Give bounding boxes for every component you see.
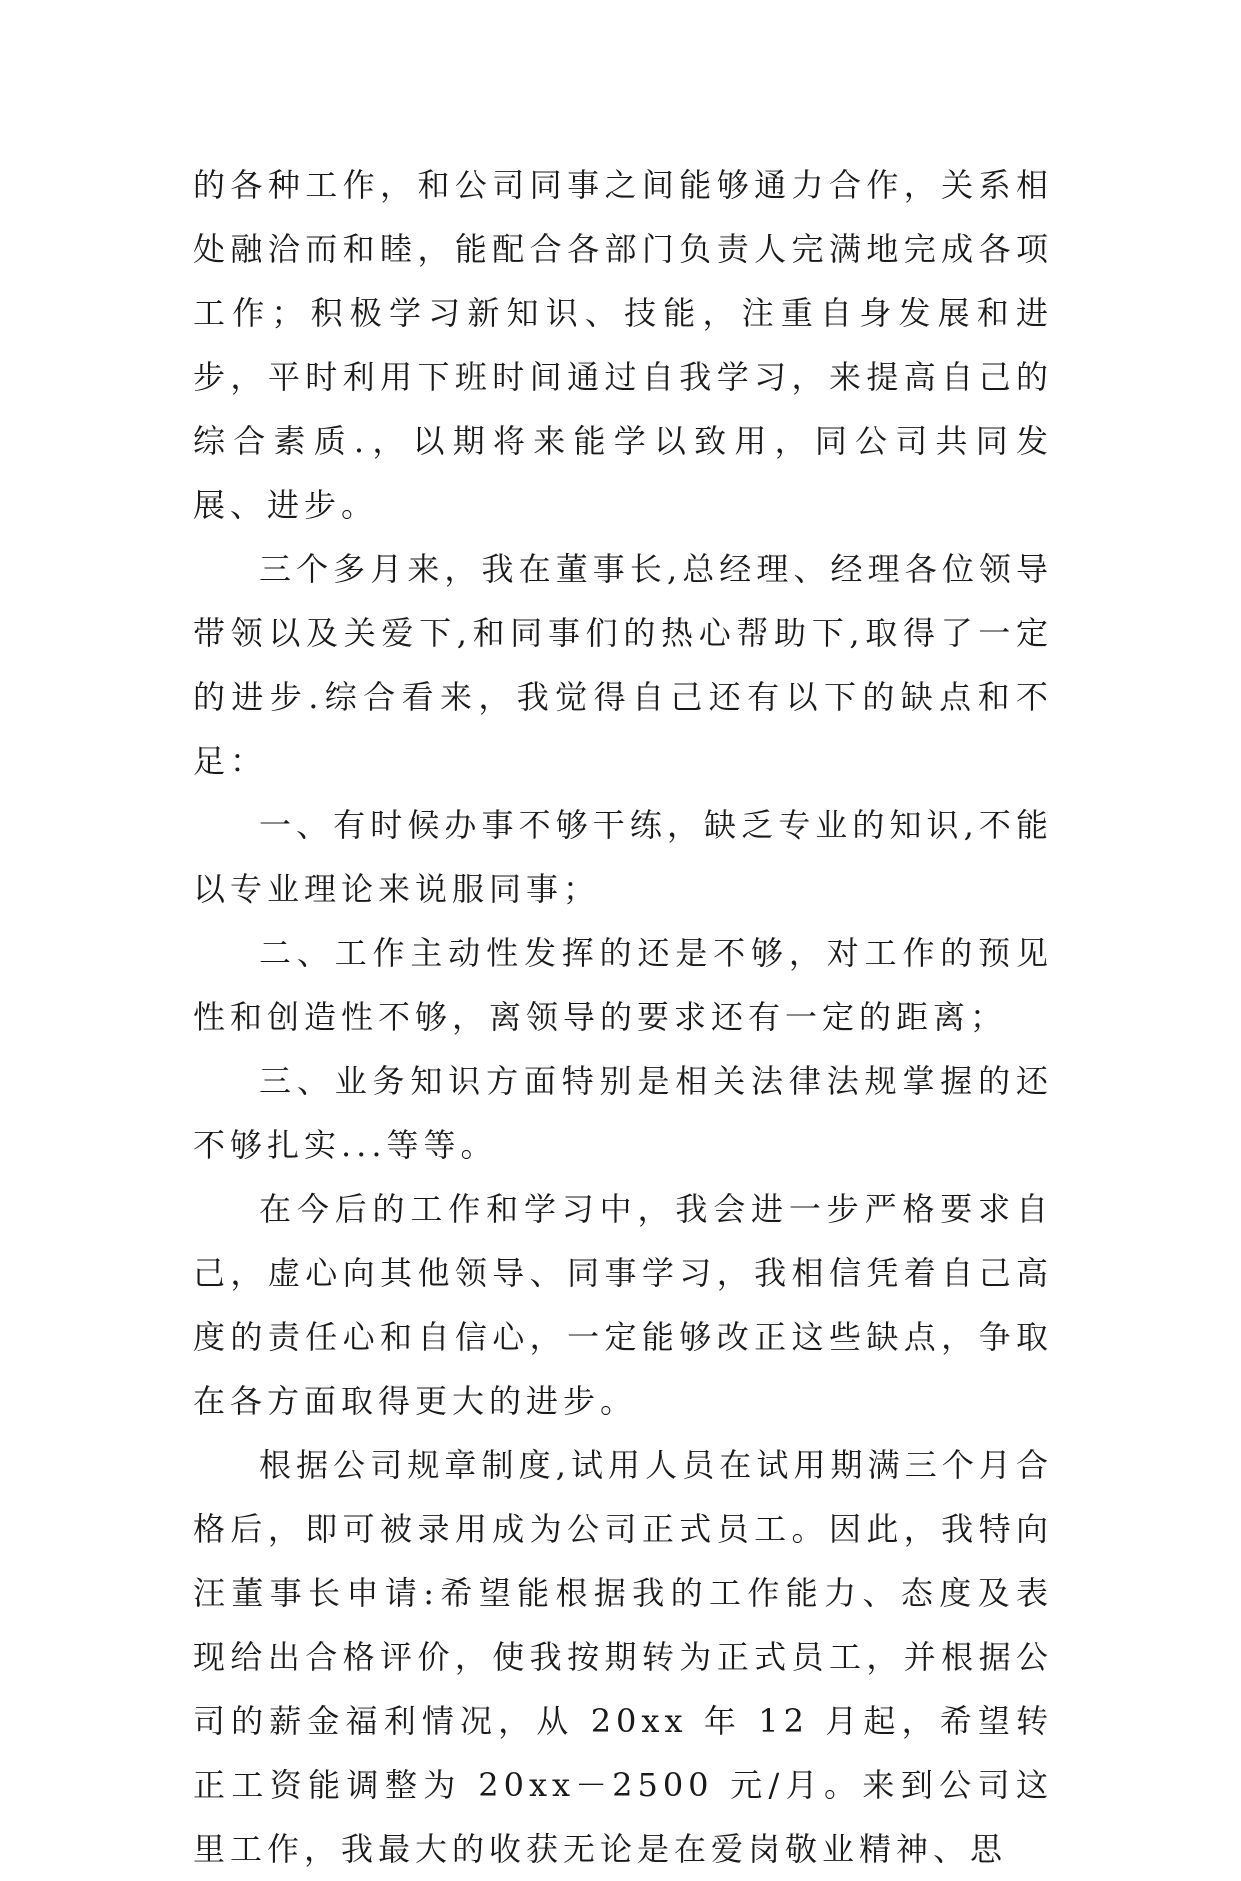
paragraph-6: 在今后的工作和学习中，我会进一步严格要求自己，虚心向其他领导、同事学习，我相信凭着自己高度的责任心和自信心，一定能够改正这些缺点，争取在各方面取得更大的进步。 [193, 1190, 1053, 1420]
document-body [193, 153, 1053, 1881]
paragraph-3: 一、有时候办事不够干练，缺乏专业的知识,不能以专业理论来说服同事； [193, 806, 1053, 908]
paragraph-1: 的各种工作，和公司同事之间能够通力合作，关系相处融洽而和睦，能配合各部门负责人完满地完成各项工作；积极学习新知识、技能，注重自身发展和进步，平时利用下班时间通过自我学习，来提高自己的综合素质.，以期将来能学以致用，同公司共同发展、进步。 [193, 166, 1053, 524]
paragraph-4: 二、工作主动性发挥的还是不够，对工作的预见性和创造性不够，离领导的要求还有一定的距离； [193, 934, 1053, 1036]
paragraph-5: 三、业务知识方面特别是相关法律法规掌握的还不够扎实...等等。 [193, 1062, 1053, 1164]
paragraph-7: 根据公司规章制度,试用人员在试用期满三个月合格后，即可被录用成为公司正式员工。因此，我特向汪董事长申请:希望能根据我的工作能力、态度及表现给出合格评价，使我按期转为正式员工，并根据公司的薪金福利情况，从 20xx 年 12 月起，希望转正工资能调整为 20xx－2500 元/月。来到公司这里工作，我最大的收获无论是在爱岗敬业精神、思 [193, 1446, 1053, 1868]
paragraph-2: 三个多月来，我在董事长,总经理、经理各位领导带领以及关爱下,和同事们的热心帮助下,取得了一定的进步.综合看来，我觉得自己还有以下的缺点和不足： [193, 550, 1053, 780]
